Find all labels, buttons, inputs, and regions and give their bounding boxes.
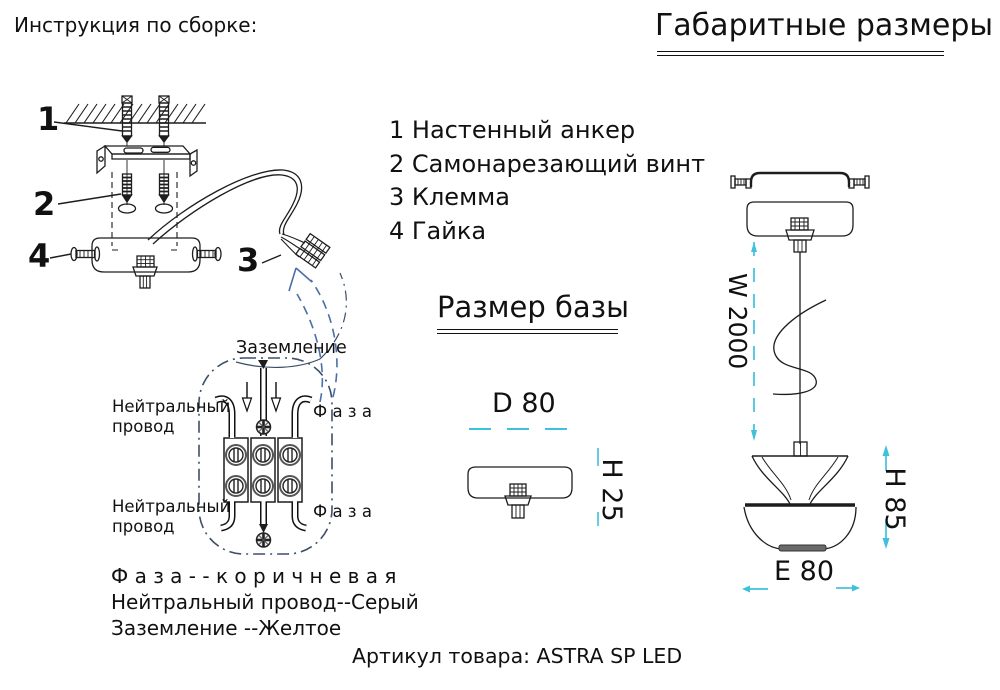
mounting-bracket-icon bbox=[97, 146, 197, 176]
ceiling-hatch-icon bbox=[64, 104, 206, 123]
part-number: 2 bbox=[389, 149, 405, 178]
part-label: Гайка bbox=[411, 216, 487, 245]
shade-height-dim: H 85 bbox=[879, 467, 910, 531]
ground-label: Заземление bbox=[236, 338, 347, 358]
part-label: Клемма bbox=[411, 183, 510, 211]
dimension-marks bbox=[742, 242, 890, 593]
part-number: 1 bbox=[389, 116, 405, 144]
wire-color-code bbox=[111, 563, 419, 641]
phase-label-top: Ф а з а bbox=[313, 402, 372, 421]
neutral-color-line: Нейтральный провод--Серый bbox=[111, 590, 419, 614]
callout-terminal: 3 bbox=[237, 241, 260, 279]
base-size-title: Размер базы bbox=[437, 290, 629, 324]
base-size-underline bbox=[437, 329, 618, 334]
shade-width-dim: E 80 bbox=[774, 556, 834, 587]
neutral-label-line1: Нейтральный bbox=[112, 497, 231, 516]
phase-color-line: Ф а з а - - к о р и ч н е в а я bbox=[111, 564, 397, 588]
dimensions-title-underline bbox=[657, 51, 944, 56]
part-label: Настенный анкер bbox=[411, 116, 636, 144]
callout-nut: 4 bbox=[28, 237, 51, 275]
parts-list-item bbox=[389, 114, 705, 148]
part-label: Самонарезающий винт bbox=[411, 149, 706, 178]
base-height-dim: H 25 bbox=[596, 458, 627, 522]
neutral-label-line2: провод bbox=[112, 517, 175, 536]
callout-screw: 2 bbox=[33, 185, 56, 223]
zoom-arrow-icon bbox=[289, 268, 337, 402]
article-number: Артикул товара: ASTRA SP LED bbox=[352, 644, 683, 668]
cable-icon bbox=[148, 170, 302, 244]
neutral-label-bottom bbox=[112, 497, 230, 537]
page-title: Инструкция по сборке: bbox=[14, 13, 258, 37]
phase-label-bottom: Ф а з а bbox=[313, 502, 372, 521]
part-number: 4 bbox=[389, 216, 405, 245]
parts-list-item bbox=[389, 181, 705, 215]
base-drawing-icon bbox=[468, 429, 598, 526]
part-number: 3 bbox=[389, 183, 405, 211]
terminal-screw-icon bbox=[257, 533, 271, 547]
ground-color-line: Заземление --Желтое bbox=[111, 616, 342, 640]
terminal-clamp-icon bbox=[281, 234, 330, 268]
parts-list-item bbox=[389, 215, 705, 249]
dimensions-title: Габаритные размеры bbox=[655, 8, 994, 43]
terminal-block-icon bbox=[224, 438, 302, 502]
callout-anchor: 1 bbox=[37, 100, 60, 138]
terminal-screw-icon bbox=[257, 420, 271, 434]
parts-list-item bbox=[389, 148, 705, 182]
wire-length-dim: W 2000 bbox=[723, 273, 752, 370]
wall-anchor-icon bbox=[159, 96, 169, 146]
neutral-label-line2: провод bbox=[112, 417, 175, 436]
base-diameter-dim: D 80 bbox=[492, 388, 556, 419]
neutral-label-line1: Нейтральный bbox=[112, 397, 231, 416]
neutral-label-top bbox=[112, 397, 230, 437]
canopy-assembly-icon bbox=[71, 238, 221, 288]
parts-list bbox=[389, 114, 705, 248]
